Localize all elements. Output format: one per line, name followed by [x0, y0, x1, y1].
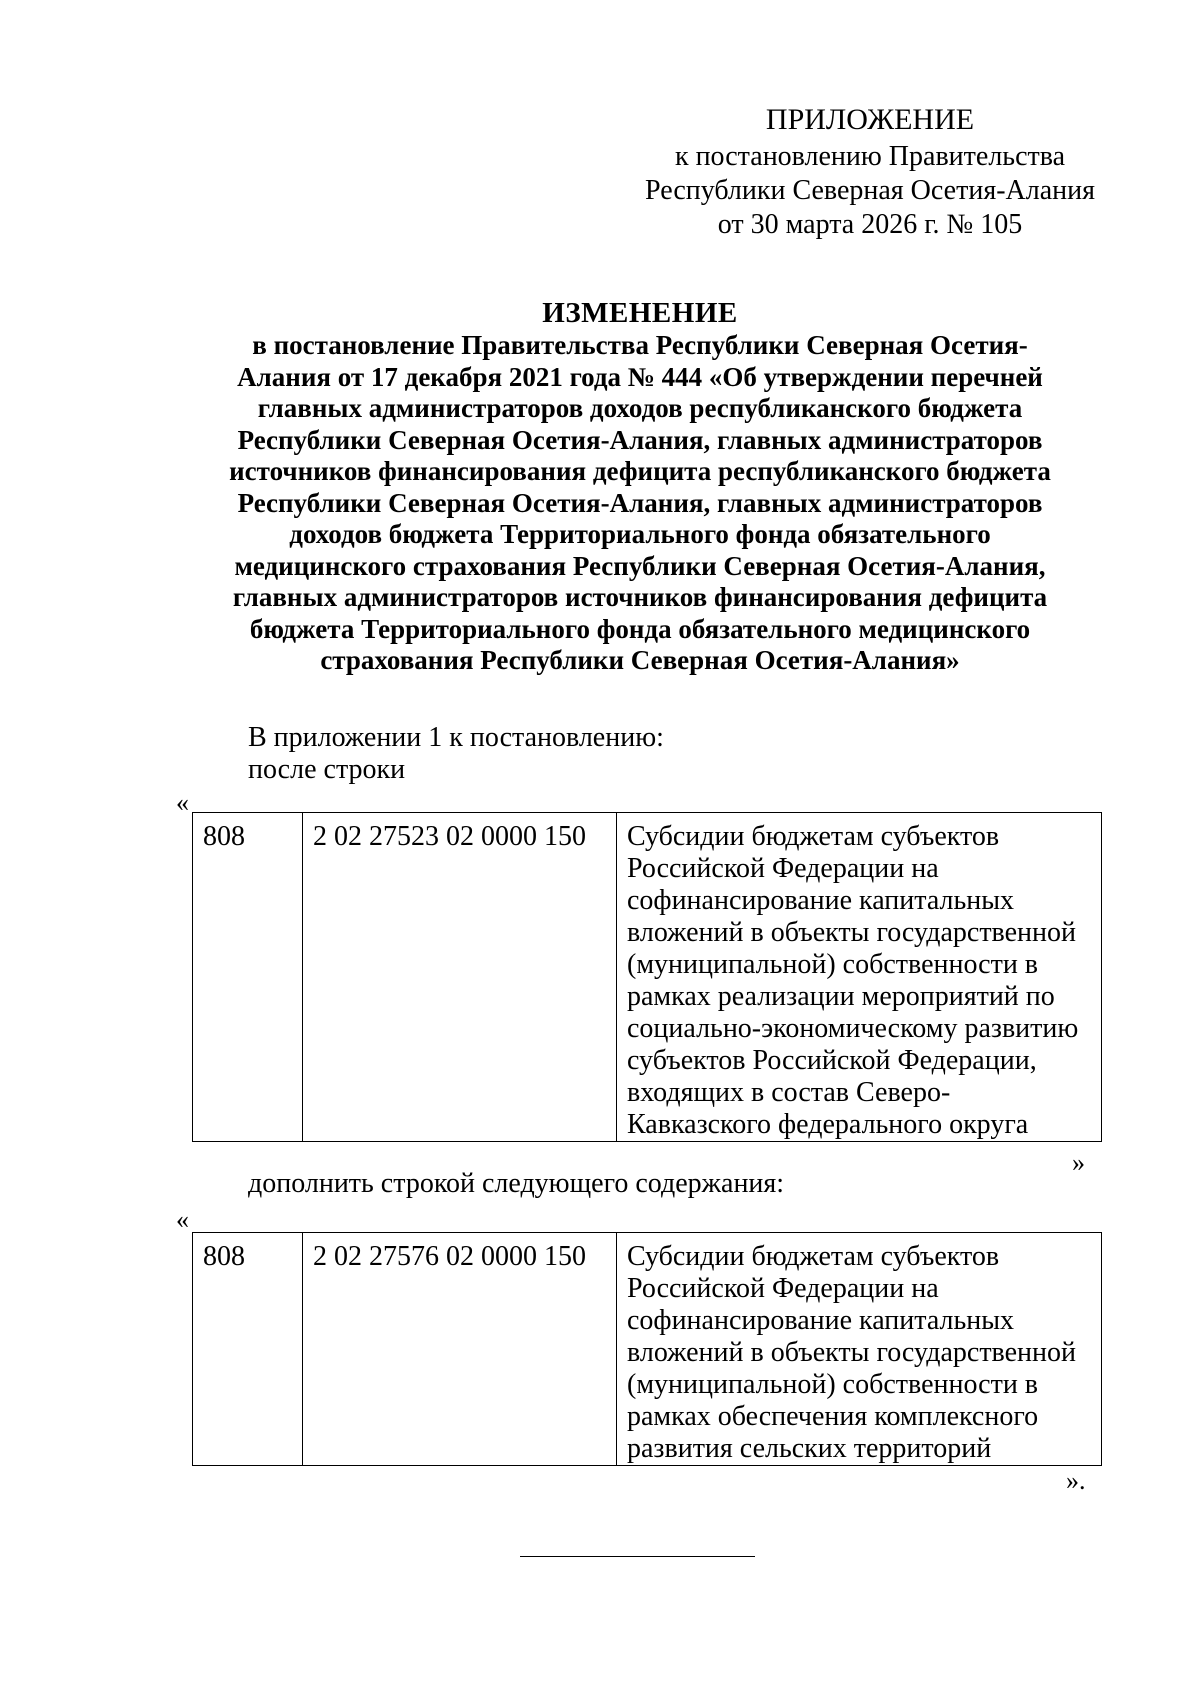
change-line: медицинского страхования Республики Северная Осетия-Алания,: [234, 550, 1046, 581]
appendix-line-1: к постановлению Правительства: [674, 141, 1066, 172]
code-cell: 808: [193, 813, 303, 1142]
appendix-line-2: Республики Северная Осетия-Алания: [645, 175, 1095, 206]
description-line: Российской Федерации на: [627, 1273, 939, 1304]
intro-line-1: В приложении 1 к постановлению:: [248, 722, 664, 753]
description-line: входящих в состав Северо-: [627, 1077, 951, 1108]
description-line: Субсидии бюджетам субъектов: [627, 1241, 1000, 1272]
appendix-title: ПРИЛОЖЕНИЕ: [765, 103, 975, 136]
change-line: главных администраторов доходов республиканского бюджета: [257, 393, 1023, 423]
code-cell: 808: [193, 1233, 303, 1466]
change-line: доходов бюджета Территориального фонда обязательного: [289, 519, 991, 549]
description-line: субъектов Российской Федерации,: [627, 1045, 1037, 1076]
description-line: рамках обеспечения комплексного: [627, 1401, 1039, 1432]
description-line: вложений в объекты государственной: [627, 917, 1076, 948]
description-line: Субсидии бюджетам субъектов: [627, 821, 1000, 852]
open-quote: «: [176, 1205, 189, 1234]
existing-row-table: [192, 812, 1102, 1142]
appendix-line-3: от 30 марта 2026 г. № 105: [717, 209, 1023, 240]
supplement-line: дополнить строкой следующего содержания:: [248, 1168, 785, 1199]
change-line: Республики Северная Осетия-Алания, главных администраторов: [237, 487, 1043, 518]
description-line: вложений в объекты государственной: [627, 1337, 1076, 1368]
kbk-cell: 2 02 27576 02 0000 150: [303, 1233, 617, 1466]
description-line: (муниципальной) собственности в: [627, 949, 1039, 980]
description-line: Российской Федерации на: [627, 853, 939, 884]
change-line: Республики Северная Осетия-Алания, главных администраторов: [237, 424, 1043, 455]
change-line: источников финансирования дефицита республиканского бюджета: [229, 456, 1051, 486]
appendix-header: [600, 100, 1140, 242]
change-heading: [150, 296, 1130, 677]
description-cell: [617, 1233, 1102, 1466]
intro-line-2: после строки: [248, 754, 406, 785]
new-row-table: [192, 1232, 1102, 1466]
open-quote: «: [176, 788, 189, 817]
change-line: в постановление Правительства Республики Северная Осетия-: [252, 330, 1028, 360]
description-line: Кавказского федерального округа: [627, 1109, 1029, 1140]
change-line: бюджета Территориального фонда обязательного медицинского: [249, 613, 1031, 644]
separator-line: [520, 1556, 755, 1557]
table-row: [193, 1233, 1102, 1466]
description-line: софинансирование капитальных: [627, 1305, 1015, 1336]
description-line: софинансирование капитальных: [627, 885, 1015, 916]
description-line: развития сельских территорий: [627, 1433, 992, 1464]
change-title: ИЗМЕНЕНИЕ: [542, 297, 738, 329]
description-cell: [617, 813, 1102, 1142]
description-line: социально-экономическому развитию: [627, 1013, 1079, 1044]
description-line: (муниципальной) собственности в: [627, 1369, 1039, 1400]
change-line: страхования Республики Северная Осетия-Алания»: [320, 645, 960, 675]
close-quote: »: [1072, 1148, 1085, 1177]
kbk-cell: 2 02 27523 02 0000 150: [303, 813, 617, 1142]
table-row: [193, 813, 1102, 1142]
change-line: Алания от 17 декабря 2021 года № 444 «Об утверждении перечней: [237, 361, 1043, 392]
change-line: главных администраторов источников финансирования дефицита: [232, 582, 1048, 612]
close-quote-final: ».: [1066, 1466, 1086, 1495]
description-line: рамках реализации мероприятий по: [627, 981, 1055, 1012]
